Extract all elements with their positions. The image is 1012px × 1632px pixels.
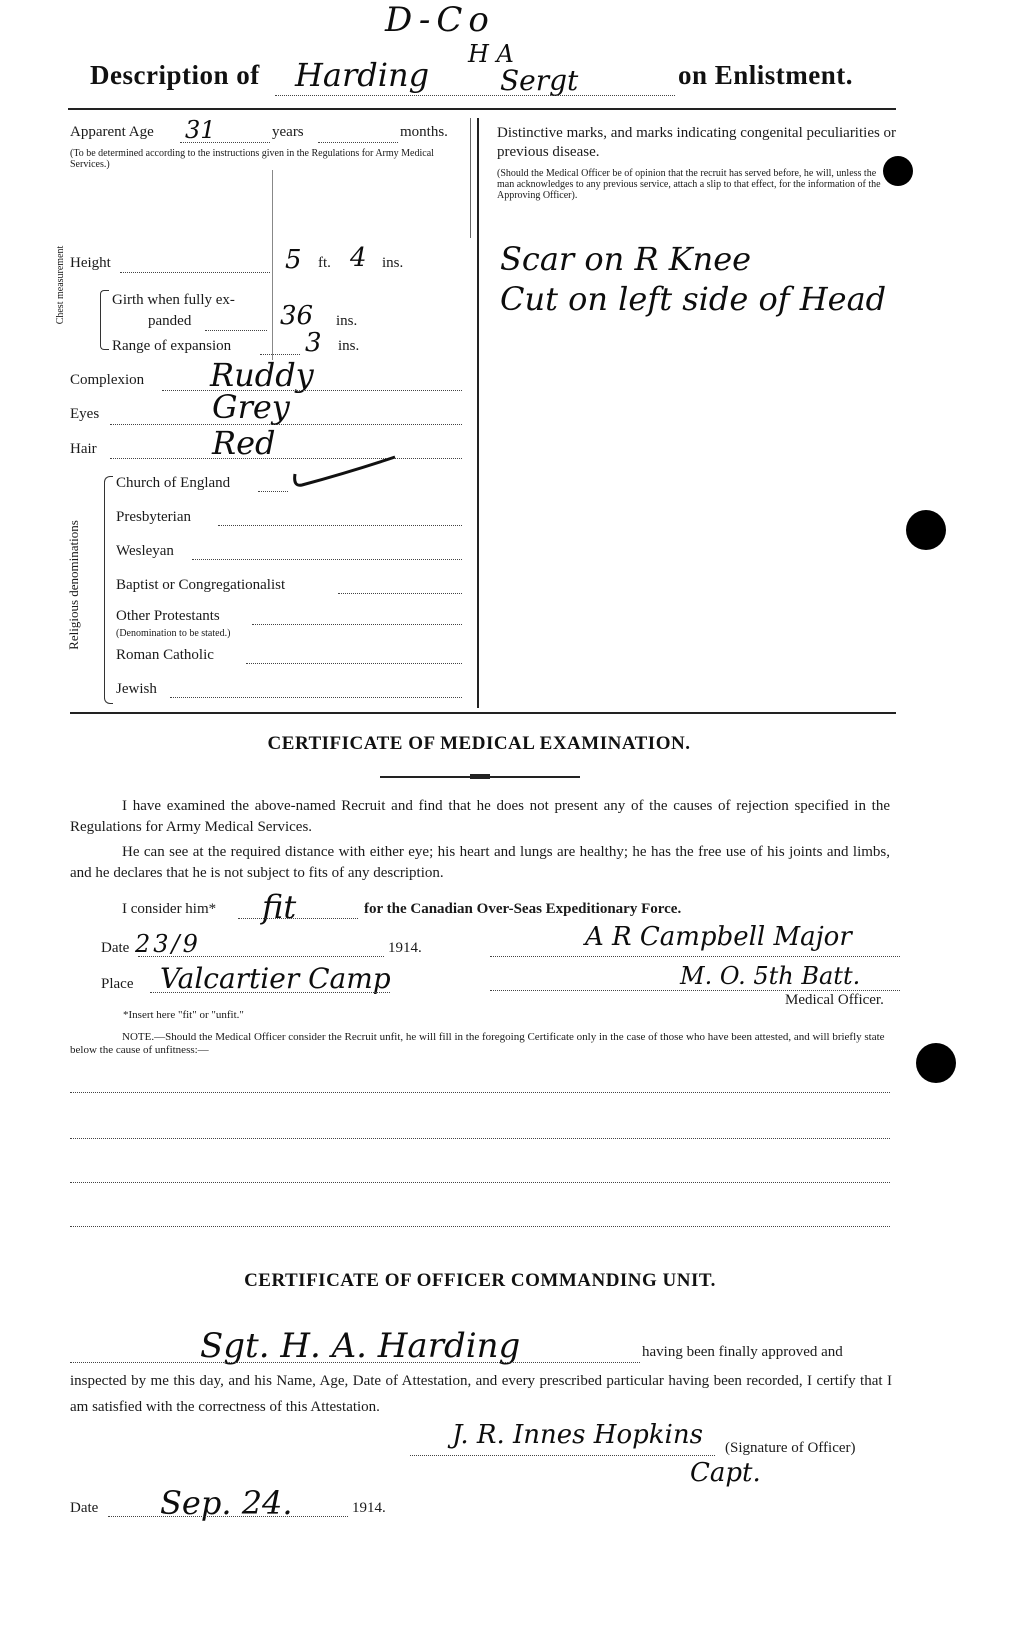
- medical-title: CERTIFICATE OF MEDICAL EXAMINATION.: [267, 733, 691, 754]
- commanding-rank: Capt.: [690, 1458, 761, 1488]
- top-rule: [68, 108, 896, 110]
- medical-officer-signature: A R Campbell Major: [585, 922, 852, 952]
- marks-title: Distinctive marks, and marks indicating congenital peculiarities or previous disease.: [497, 125, 897, 160]
- religion-item: Presbyterian: [116, 509, 191, 525]
- commanding-signature: J. R. Innes Hopkins: [452, 1420, 703, 1450]
- months-label: months.: [400, 124, 448, 140]
- church-check-mark: [290, 452, 400, 492]
- column-divider-2: [470, 118, 471, 238]
- eyes-value: Grey: [212, 388, 290, 426]
- medical-officer-unit: M. O. 5th Batt.: [680, 962, 861, 990]
- religion-item: (Denomination to be stated.): [116, 628, 231, 639]
- commanding-name-value: Sgt. H. A. Harding: [200, 1326, 521, 1366]
- age-note: (To be determined according to the instructions given in the Regulations for Army Medical Services.): [70, 148, 434, 170]
- force-text: for the Canadian Over-Seas Expeditionary Force.: [364, 901, 682, 917]
- punch-hole: [916, 1043, 956, 1083]
- hair-value: Red: [212, 424, 276, 462]
- age-value: 31: [185, 116, 216, 144]
- range-ins-label: ins.: [338, 338, 360, 354]
- girth-ins-label: ins.: [336, 313, 358, 329]
- unfitness-line: [70, 1226, 890, 1227]
- girth-value: 36: [280, 301, 314, 331]
- unfitness-line: [70, 1182, 890, 1183]
- religion-item: Roman Catholic: [116, 647, 214, 663]
- age-label: Apparent Age: [70, 124, 154, 140]
- complexion-label: Complexion: [70, 372, 145, 388]
- medical-year: 1914.: [388, 940, 422, 956]
- header-rank: Sergt: [500, 64, 579, 97]
- chest-bracket: [100, 290, 109, 350]
- header-initials: H A: [468, 40, 514, 68]
- religion-bracket: [104, 476, 113, 704]
- header-prefix: Description of: [90, 60, 260, 90]
- place-label: Place: [101, 976, 134, 992]
- religion-item: Other Protestants: [116, 608, 220, 624]
- girth-label-1: Girth when fully ex-: [112, 292, 235, 308]
- ins-label: ins.: [382, 255, 404, 271]
- mark-1: Scar on R Knee: [500, 240, 752, 278]
- mark-2: Cut on left side of Head: [500, 280, 887, 318]
- religion-item: Baptist or Congregationalist: [116, 577, 286, 593]
- religion-item: Jewish: [116, 681, 157, 697]
- medical-officer-label: Medical Officer.: [785, 992, 884, 1008]
- header-name-line: [275, 95, 675, 96]
- years-label: years: [272, 124, 304, 140]
- unfitness-line: [70, 1138, 890, 1139]
- height-in-value: 4: [350, 243, 367, 273]
- medical-note: NOTE.—Should the Medical Officer consider the Recruit unfit, he will fill in the foregoing Certificate only in the case of those who have been attested, and will briefly state below the cause of unfitness:—: [70, 1031, 885, 1056]
- eyes-label: Eyes: [70, 406, 100, 422]
- religion-item: Church of England: [116, 475, 231, 491]
- height-label: Height: [70, 255, 111, 271]
- girth-label-2: panded: [148, 313, 192, 329]
- commanding-year: 1914.: [352, 1500, 386, 1516]
- commanding-date-value: Sep. 24.: [160, 1484, 293, 1522]
- insert-note: *Insert here "fit" or "unfit.": [123, 1009, 244, 1021]
- commanding-date-label: Date: [70, 1500, 99, 1516]
- complexion-value: Ruddy: [210, 356, 314, 394]
- marks-note: (Should the Medical Officer be of opinion that the recruit has served before, he will, unless the man acknowledges to any previous service, attach a slip to that effect, for the information of the Approving Officer).: [497, 168, 881, 201]
- section-rule: [70, 712, 896, 714]
- medical-date-value: 23/9: [135, 930, 201, 958]
- ft-label: ft.: [318, 255, 331, 271]
- top-annotation: D-Co: [385, 0, 495, 40]
- consider-value: fit: [262, 888, 297, 926]
- medical-para-2: He can see at the required distance with either eye; his heart and lungs are healthy; he has the free use of his joints and limbs, and he declares that he is not subject to fits of any description.: [70, 844, 890, 881]
- chest-side-label: Chest measurement: [55, 245, 66, 325]
- medical-date-label: Date: [101, 940, 130, 956]
- religion-side-label: Religious denominations: [66, 520, 81, 650]
- commanding-text-2: inspected by me this day, and his Name, Age, Date of Attestation, and every prescribed particular having been recorded, I certify that I am satisfied with the correctness of this Attestation.: [70, 1373, 892, 1415]
- range-value: 3: [305, 328, 322, 358]
- punch-hole: [906, 510, 946, 550]
- place-value: Valcartier Camp: [160, 962, 391, 995]
- height-ft-value: 5: [285, 245, 302, 275]
- commanding-sig-label: (Signature of Officer): [725, 1440, 856, 1456]
- range-label: Range of expansion: [112, 338, 232, 354]
- consider-label: I consider him*: [122, 901, 217, 917]
- unfitness-line: [70, 1092, 890, 1093]
- header-name: Harding: [295, 56, 430, 94]
- religion-item: Wesleyan: [116, 543, 174, 559]
- medical-para-1: I have examined the above-named Recruit and find that he does not present any of the causes of rejection specified in the Regulations for Army Medical Services.: [70, 798, 890, 835]
- hair-label: Hair: [70, 441, 97, 457]
- column-divider: [477, 118, 479, 708]
- commanding-text-1: having been finally approved and: [642, 1344, 843, 1360]
- commanding-title: CERTIFICATE OF OFFICER COMMANDING UNIT.: [244, 1270, 716, 1291]
- header-suffix: on Enlistment.: [678, 60, 854, 90]
- punch-hole: [883, 156, 913, 186]
